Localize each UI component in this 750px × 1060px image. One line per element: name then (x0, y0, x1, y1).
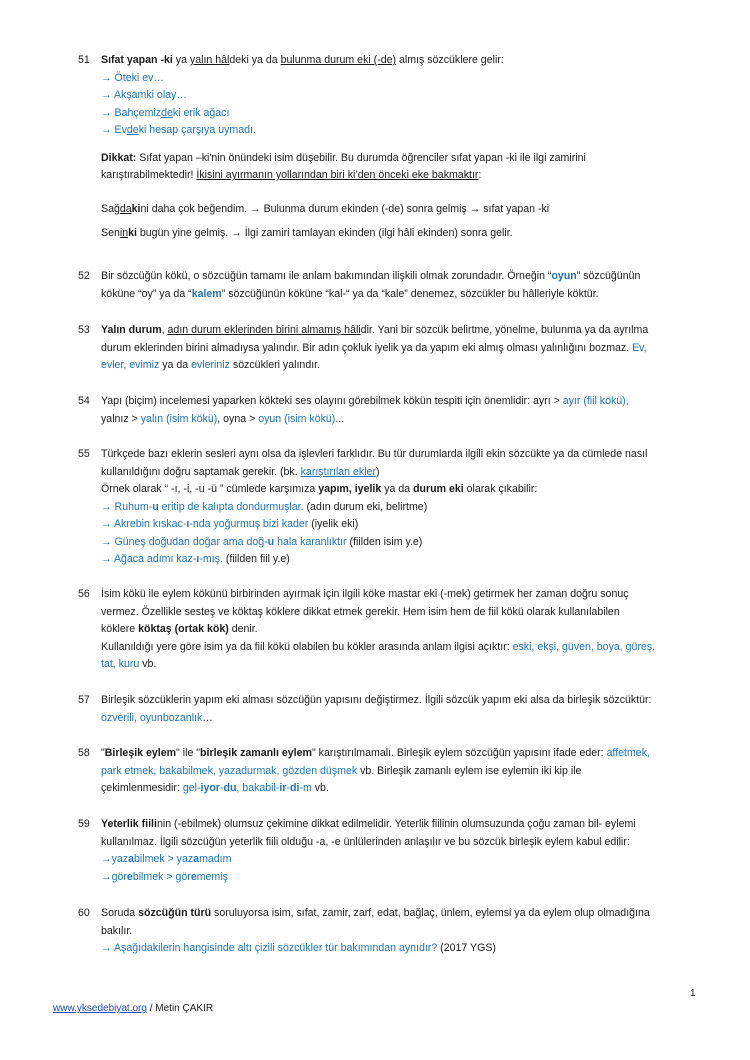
item-number: 59 (78, 818, 90, 830)
item-number: 52 (78, 270, 90, 282)
example-line: → Ruhum-u eritip de kalıpta dondurmuşlar. (adın durum eki, belirtme) (101, 500, 428, 513)
example-line: → Aşağıdakilerin hangisinde altı çizili sözcükler tür bakımından aynıdır? (2017 YGS) (101, 942, 496, 954)
item-60: 60 Soruda sözcüğün türü soruluyorsa isim, sıfat, zamir, zarf, edat, bağlaç, ünlem, eylemsi ya da eylem olup olmadığına bakılır. → Aşağıdakilerin hangisinde altı çizili sözcükler tür bakımından aynıdır? (2017 YGS) (78, 905, 698, 958)
example-line: →yazabilmek > yazamadım (101, 853, 232, 865)
page-number: 1 (690, 988, 696, 999)
underlined-term: yalın hâl (189, 54, 230, 66)
item-number: 55 (78, 448, 90, 460)
example-line: → Bahçemizdeki erik ağacı (101, 106, 230, 119)
item-56: 56 İsim kökü ile eylem kökünü birbirinden ayırmak için ilgili köke mastar eki (-mek) getirmek her zaman doğru sonuç vermez. Özellikle sesteş ve köktaş köklere dikkat etmek gerekir. Hem isim hem de fiil kökü olarak kullanılabilen köklere köktaş (ortak kök) denir. Kullanıldığı yere göre isim ya da fiil kökü olabilen bu kökler arasında anlam ilgisi açıktır: eski, ekşi, güven, boya, güreş, tat, kuru vb. (78, 588, 656, 670)
example-line: → Akrebin kıskac-ı-nda yoğurmuş bizi kader (iyelik eki) (101, 518, 359, 530)
item-54: 54 Yapı (biçim) incelemesi yaparken kökteki ses olayını görebilmek kökün tespiti için önemlidir: ayrı > ayır (fiil kökü), yalnız > yalın (isim kökü), oyna > oyun (isim kökü)... (78, 395, 629, 425)
example-line: →görebilmek > görememiş (101, 870, 228, 883)
item-number: 57 (78, 694, 90, 706)
item-51 (78, 52, 698, 243)
note-line: Dikkat: Sıfat yapan –ki'nin önündeki isim düşebilir. Bu durumda öğrenciler sıfat yapan -ki ile ilgi zamirini (101, 151, 586, 164)
note-line: karıştırabilmektedir! İkisini ayırmanın yollarından biri ki’den önceki eke bakmaktır: (101, 169, 482, 181)
item-53: 53 Yalın durum, adın durum eklerinden birini almamış hâlidir. Yani bir sözcük belirtme, yönelme, bulunma ya da ayrılma durum eklerinden birini almadıysa yalındır. Bir adın çokluk iyelik ya da yapım eki almış olması yalınlığını bozmaz. Ev, evler, evimiz ya da evleriniz sözcükleri yalındır. (78, 324, 649, 371)
item-55: 55 Türkçede bazı eklerin sesleri aynı olsa da işlevleri farklıdır. Bu tür durumlarda ilgili ekin sözcükte ya da cümlede nasıl kullanıldığını doğru saptamak gerekir. (bk. karıştırılan ekler) Örnek olarak “ -ı, -i, -u -ü ” cümlede karşımıza yapım, iyelik ya da durum eki olarak çıkabilir: → Ruhum-u eritip de kalıpta dondurmuşlar. (adın durum eki, belirtme) → Akrebin kıskac-ı-nda yoğurmuş bizi kader (iyelik eki) → Güneş doğudan doğar ama doğ-u hala karanlıktır (fiilden isim y.e) → Ağaca adımı kaz-ı-mış. (fiilden fiil y.e) (78, 446, 698, 569)
item-58: 58 "Birleşik eylem" ile "birleşik zamanlı eylem" karıştırılmamalı. Birleşik eylem sözcüğün yapısını ifade eder: affetmek, park etmek, bakabilmek, yazadurmak, gözden düşmek vb. Birleşik zamanlı eylem ise eylemin iki kip ile çekimlenmesidir: gel-iyor-du, bakabil-ir-di-m vb. (78, 747, 650, 794)
text: deki ya da (229, 54, 281, 66)
item-57: 57 Birleşik sözcüklerin yapım eki alması sözcüğün yapısını değiştirmez. İlgili sözcük yapım eki alsa da birleşik sözcüktür: özverili, oyunbozanlık… (78, 694, 652, 724)
text: ya (172, 54, 190, 66)
item-number: 60 (78, 907, 90, 919)
link-karistirilan-ekler[interactable]: karıştırılan ekler (300, 465, 376, 478)
item-number: 54 (78, 395, 90, 407)
item-52: 52 Bir sözcüğün kökü, o sözcüğün tamamı ile anlam bakımından ilişkili olmak zorundadır. Örneğin “oyun” sözcüğünün köküne “oy” ya da “kalem” sözcüğünün köküne “kal-“ ya da “kale” denemez, sözcükler bu hâlleriyle köktür. (78, 270, 641, 300)
sample-sentence: Seninki bugün yine gelmiş. → İlgi zamiri tamlayan ekinden (ilgi hâli ekinden) sonra gelir. (101, 227, 513, 239)
item-number: 51 (78, 54, 90, 66)
text: almış sözcüklere gelir: (396, 54, 504, 66)
example-line: → Güneş doğudan doğar ama doğ-u hala karanlıktır (fiilden isim y.e) (101, 535, 423, 548)
term: Sıfat yapan -ki (101, 54, 173, 66)
item-number: 56 (78, 588, 90, 600)
example-line: → Öteki ev… (101, 71, 164, 84)
item-59: 59 Yeterlik fiilinin (-ebilmek) olumsuz çekimine dikkat edilmelidir. Yeterlik fiilinin olumsuzunda çoğu zaman bil- eylemi kullanılmaz. İlgili sözcüğün yeterlik fiili olduğu -a, -e ünlülerinden anlaşılır ve bu sözcük birleşik eylem kabul edilir: →yazabilmek > yazamadım →görebilmek > görememiş (78, 816, 698, 886)
footer (53, 1003, 213, 1014)
footer-website-link[interactable]: www.yksedebiyat.org (53, 1003, 147, 1014)
example-line: → Evdeki hesap çarşıya uymadı. (101, 124, 256, 136)
footer-author: / Metin ÇAKIR (146, 1003, 214, 1014)
example-line: → Ağaca adımı kaz-ı-mış. (fiilden fiil y.e) (101, 553, 290, 565)
sample-sentence: Sağdakini daha çok beğendim. → Bulunma durum ekinden (-de) sonra gelmiş → sıfat yapan -ki (101, 202, 550, 215)
item-number: 58 (78, 747, 90, 759)
underlined-term: bulunma durum eki (-de) (280, 54, 397, 66)
example-line: → Akşamki olay… (101, 89, 187, 101)
item-number: 53 (78, 324, 90, 336)
